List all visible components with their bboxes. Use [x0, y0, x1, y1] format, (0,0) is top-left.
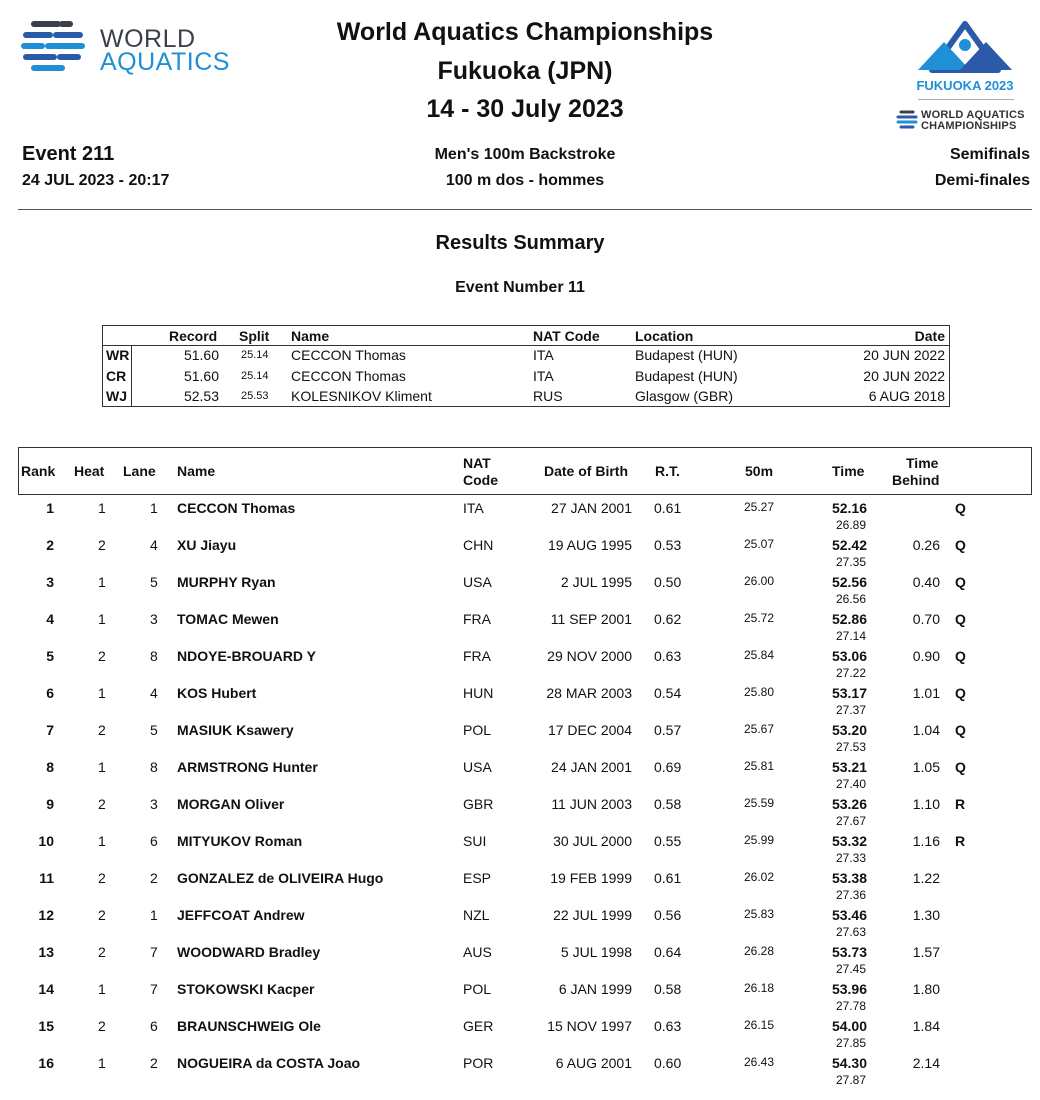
- result-heat: 1: [98, 574, 106, 590]
- result-date-of-birth: 2 JUL 1995: [560, 574, 632, 590]
- record-split: 25.53: [241, 390, 269, 402]
- records-header-nat: NAT Code: [533, 328, 600, 344]
- result-time-behind: 0.40: [912, 574, 940, 590]
- record-type: WJ: [106, 388, 127, 404]
- header-divider: [18, 209, 1032, 210]
- result-time-behind: 1.16: [912, 833, 940, 849]
- col-behind-line1: Time: [906, 455, 939, 471]
- result-split-50m: 26.18: [743, 981, 774, 995]
- result-row: [18, 607, 1032, 644]
- championship-title: World Aquatics Championships: [336, 18, 714, 46]
- result-split-second-50: 26.89: [835, 518, 866, 532]
- result-split-50m: 25.67: [743, 722, 774, 736]
- result-lane: 3: [150, 611, 158, 627]
- result-time: 52.56: [831, 574, 867, 590]
- result-time-behind: 1.30: [912, 907, 940, 923]
- record-name: KOLESNIKOV Kliment: [291, 388, 432, 404]
- fukuoka-mountain-icon: [890, 18, 1040, 76]
- result-name: WOODWARD Bradley: [177, 944, 321, 960]
- result-nat-code: NZL: [463, 907, 490, 923]
- result-nat-code: SUI: [463, 833, 487, 849]
- record-date: 6 AUG 2018: [868, 388, 945, 404]
- result-name: NOGUEIRA da COSTA Joao: [177, 1055, 361, 1071]
- result-nat-code: CHN: [463, 537, 494, 553]
- result-row: [18, 792, 1032, 829]
- result-row: [18, 940, 1032, 977]
- result-qualification-mark: R: [955, 833, 966, 849]
- result-nat-code: ITA: [463, 500, 484, 516]
- record-nat: ITA: [533, 368, 554, 384]
- result-split-50m: 25.07: [743, 537, 774, 551]
- event-number-label: Event Number 11: [455, 279, 585, 296]
- result-row: [18, 570, 1032, 607]
- result-nat-code: USA: [463, 759, 492, 775]
- result-split-50m: 25.72: [743, 611, 774, 625]
- result-nat-code: USA: [463, 574, 492, 590]
- result-time: 53.20: [831, 722, 867, 738]
- result-split-50m: 25.27: [743, 500, 774, 514]
- col-name: Name: [177, 463, 216, 479]
- col-rank: Rank: [21, 463, 56, 479]
- result-heat: 1: [98, 981, 106, 997]
- result-nat-code: FRA: [463, 611, 491, 627]
- result-time: 52.86: [831, 611, 867, 627]
- result-name: JEFFCOAT Andrew: [177, 907, 305, 923]
- result-nat-code: FRA: [463, 648, 491, 664]
- result-split-second-50: 27.78: [835, 999, 866, 1013]
- result-heat: 1: [98, 833, 106, 849]
- event-name-english: Men's 100m Backstroke: [434, 146, 616, 163]
- event-name-french: 100 m dos - hommes: [445, 172, 605, 189]
- record-split: 25.14: [241, 349, 269, 361]
- record-row: [103, 367, 949, 387]
- result-split-second-50: 27.14: [835, 629, 866, 643]
- logo-sub-line-2: CHAMPIONSHIPS: [921, 120, 1017, 132]
- result-split-second-50: 26.56: [835, 592, 866, 606]
- col-nat-line2: Code: [463, 472, 498, 488]
- result-nat-code: ESP: [463, 870, 492, 886]
- result-date-of-birth: 6 AUG 2001: [555, 1055, 632, 1071]
- result-rank: 9: [46, 796, 54, 812]
- result-time-behind: 0.26: [912, 537, 940, 553]
- logo-sub-line-1: WORLD AQUATICS: [921, 109, 1025, 121]
- result-split-second-50: 27.85: [835, 1036, 866, 1050]
- event-datetime: 24 JUL 2023 - 20:17: [22, 172, 170, 189]
- result-name: CECCON Thomas: [177, 500, 296, 516]
- result-reaction-time: 0.69: [654, 759, 682, 775]
- result-lane: 6: [150, 833, 158, 849]
- result-time: 52.16: [831, 500, 867, 516]
- result-date-of-birth: 5 JUL 1998: [560, 944, 632, 960]
- records-table: [102, 325, 950, 407]
- result-name: MORGAN Oliver: [177, 796, 285, 812]
- record-location: Budapest (HUN): [635, 368, 738, 384]
- record-location: Budapest (HUN): [635, 347, 738, 363]
- result-rank: 13: [38, 944, 54, 960]
- result-date-of-birth: 11 JUN 2003: [551, 796, 632, 812]
- result-split-second-50: 27.45: [835, 962, 866, 976]
- record-row: [103, 387, 949, 407]
- result-time: 53.21: [831, 759, 867, 775]
- result-split-50m: 25.99: [743, 833, 774, 847]
- result-time-behind: 1.57: [912, 944, 940, 960]
- result-rank: 6: [46, 685, 54, 701]
- result-lane: 5: [150, 574, 158, 590]
- result-rank: 12: [38, 907, 54, 923]
- result-lane: 5: [150, 722, 158, 738]
- result-name: GONZALEZ de OLIVEIRA Hugo: [177, 870, 384, 886]
- result-row: [18, 718, 1032, 755]
- result-lane: 2: [150, 870, 158, 886]
- result-lane: 1: [150, 907, 158, 923]
- result-row: [18, 755, 1032, 792]
- result-row: [18, 533, 1032, 570]
- result-reaction-time: 0.60: [654, 1055, 682, 1071]
- results-table-header: [18, 447, 1032, 495]
- result-nat-code: POL: [463, 722, 492, 738]
- result-split-50m: 26.15: [743, 1018, 774, 1032]
- result-split-second-50: 27.40: [835, 777, 866, 791]
- result-row: [18, 903, 1032, 940]
- result-time-behind: 1.10: [912, 796, 940, 812]
- result-time-behind: 1.80: [912, 981, 940, 997]
- result-row: [18, 866, 1032, 903]
- result-date-of-birth: 27 JAN 2001: [551, 500, 632, 516]
- result-time: 54.30: [831, 1055, 867, 1071]
- result-nat-code: HUN: [463, 685, 494, 701]
- result-name: NDOYE-BROUARD Y: [177, 648, 316, 664]
- result-split-second-50: 27.33: [835, 851, 866, 865]
- result-qualification-mark: Q: [955, 500, 966, 516]
- result-split-second-50: 27.67: [835, 814, 866, 828]
- result-date-of-birth: 30 JUL 2000: [553, 833, 632, 849]
- result-qualification-mark: Q: [955, 648, 966, 664]
- result-nat-code: GBR: [463, 796, 494, 812]
- result-split-50m: 26.02: [743, 870, 774, 884]
- result-name: STOKOWSKI Kacper: [177, 981, 315, 997]
- result-reaction-time: 0.55: [654, 833, 682, 849]
- result-split-50m: 25.80: [743, 685, 774, 699]
- records-header-location: Location: [635, 328, 694, 344]
- result-name: MURPHY Ryan: [177, 574, 276, 590]
- result-split-50m: 26.28: [743, 944, 774, 958]
- result-reaction-time: 0.56: [654, 907, 682, 923]
- result-split-second-50: 27.37: [835, 703, 866, 717]
- record-type: CR: [106, 368, 127, 384]
- result-qualification-mark: Q: [955, 574, 966, 590]
- result-name: BRAUNSCHWEIG Ole: [177, 1018, 321, 1034]
- result-name: MITYUKOV Roman: [177, 833, 303, 849]
- result-split-second-50: 27.22: [835, 666, 866, 680]
- result-heat: 2: [98, 796, 106, 812]
- result-reaction-time: 0.62: [654, 611, 682, 627]
- result-time: 52.42: [831, 537, 867, 553]
- result-heat: 2: [98, 648, 106, 664]
- result-reaction-time: 0.58: [654, 796, 682, 812]
- result-time-behind: 0.90: [912, 648, 940, 664]
- result-date-of-birth: 15 NOV 1997: [547, 1018, 632, 1034]
- result-date-of-birth: 6 JAN 1999: [558, 981, 632, 997]
- result-heat: 2: [98, 944, 106, 960]
- result-time: 54.00: [831, 1018, 867, 1034]
- record-location: Glasgow (GBR): [635, 388, 734, 404]
- result-qualification-mark: Q: [955, 722, 966, 738]
- result-rank: 7: [46, 722, 54, 738]
- result-reaction-time: 0.54: [654, 685, 682, 701]
- result-time: 53.38: [831, 870, 867, 886]
- col-rt: R.T.: [655, 463, 680, 479]
- col-lane: Lane: [123, 463, 156, 479]
- result-time-behind: 1.04: [912, 722, 940, 738]
- record-type: WR: [106, 347, 130, 363]
- result-heat: 1: [98, 685, 106, 701]
- result-time-behind: 1.22: [912, 870, 940, 886]
- result-heat: 1: [98, 611, 106, 627]
- result-lane: 6: [150, 1018, 158, 1034]
- result-rank: 8: [46, 759, 54, 775]
- result-lane: 8: [150, 648, 158, 664]
- event-id: Event 211: [22, 143, 115, 165]
- result-name: KOS Hubert: [177, 685, 257, 701]
- result-split-50m: 25.59: [743, 796, 774, 810]
- record-row: [103, 346, 949, 366]
- result-split-50m: 25.83: [743, 907, 774, 921]
- record-name: CECCON Thomas: [291, 347, 406, 363]
- result-split-second-50: 27.63: [835, 925, 866, 939]
- result-time: 53.17: [831, 685, 867, 701]
- result-row: [18, 644, 1032, 681]
- result-split-50m: 26.43: [743, 1055, 774, 1069]
- result-date-of-birth: 17 DEC 2004: [547, 722, 632, 738]
- championship-dates: 14 - 30 July 2023: [426, 95, 624, 123]
- record-time: 51.60: [183, 347, 219, 363]
- result-lane: 4: [150, 537, 158, 553]
- col-dob: Date of Birth: [544, 463, 628, 479]
- result-lane: 2: [150, 1055, 158, 1071]
- result-row: [18, 496, 1032, 533]
- record-split: 25.14: [241, 370, 269, 382]
- record-date: 20 JUN 2022: [863, 347, 945, 363]
- result-heat: 2: [98, 722, 106, 738]
- result-heat: 2: [98, 870, 106, 886]
- result-time-behind: 2.14: [912, 1055, 940, 1071]
- result-reaction-time: 0.61: [654, 500, 682, 516]
- result-date-of-birth: 28 MAR 2003: [546, 685, 632, 701]
- result-qualification-mark: Q: [955, 685, 966, 701]
- fukuoka-logo-name: FUKUOKA 2023: [916, 78, 1014, 93]
- col-time: Time: [832, 463, 865, 479]
- result-name: XU Jiayu: [177, 537, 237, 553]
- logo-word-aquatics: AQUATICS: [100, 48, 230, 76]
- result-rank: 15: [38, 1018, 54, 1034]
- result-reaction-time: 0.58: [654, 981, 682, 997]
- result-time: 53.06: [831, 648, 867, 664]
- result-date-of-birth: 11 SEP 2001: [550, 611, 632, 627]
- records-header-name: Name: [291, 328, 330, 344]
- result-nat-code: GER: [463, 1018, 494, 1034]
- result-date-of-birth: 29 NOV 2000: [547, 648, 632, 664]
- result-rank: 14: [38, 981, 54, 997]
- record-nat: ITA: [533, 347, 554, 363]
- result-heat: 1: [98, 500, 106, 516]
- result-nat-code: AUS: [463, 944, 492, 960]
- result-qualification-mark: Q: [955, 611, 966, 627]
- record-time: 52.53: [183, 388, 219, 404]
- result-rank: 16: [38, 1055, 54, 1071]
- result-lane: 4: [150, 685, 158, 701]
- result-time-behind: 1.84: [912, 1018, 940, 1034]
- result-nat-code: POL: [463, 981, 492, 997]
- result-row: [18, 977, 1032, 1014]
- result-heat: 2: [98, 1018, 106, 1034]
- result-split-50m: 25.84: [743, 648, 774, 662]
- result-split-second-50: 27.35: [835, 555, 866, 569]
- result-name: MASIUK Ksawery: [177, 722, 294, 738]
- result-time: 53.96: [831, 981, 867, 997]
- result-qualification-mark: R: [955, 796, 966, 812]
- result-date-of-birth: 19 FEB 1999: [550, 870, 632, 886]
- result-rank: 11: [39, 870, 54, 886]
- result-rank: 4: [46, 611, 54, 627]
- result-lane: 7: [150, 981, 158, 997]
- result-heat: 2: [98, 537, 106, 553]
- world-aquatics-mini-icon: [896, 110, 918, 130]
- result-heat: 1: [98, 759, 106, 775]
- result-split-second-50: 27.36: [835, 888, 866, 902]
- world-aquatics-wave-icon: [20, 18, 88, 78]
- fukuoka-2023-logo: [890, 18, 1040, 133]
- result-date-of-birth: 22 JUL 1999: [553, 907, 632, 923]
- result-time: 53.73: [831, 944, 867, 960]
- result-row: [18, 829, 1032, 866]
- col-50m: 50m: [745, 463, 774, 479]
- col-heat: Heat: [74, 463, 105, 479]
- record-date: 20 JUN 2022: [863, 368, 945, 384]
- result-row: [18, 1051, 1032, 1088]
- result-split-50m: 25.81: [743, 759, 774, 773]
- result-split-50m: 26.00: [743, 574, 774, 588]
- result-nat-code: POR: [463, 1055, 494, 1071]
- result-time: 53.46: [831, 907, 867, 923]
- result-rank: 5: [46, 648, 54, 664]
- result-lane: 8: [150, 759, 158, 775]
- records-header-split: Split: [239, 328, 270, 344]
- record-name: CECCON Thomas: [291, 368, 406, 384]
- records-header-record: Record: [169, 328, 218, 344]
- result-reaction-time: 0.61: [654, 870, 682, 886]
- result-qualification-mark: Q: [955, 759, 966, 775]
- result-reaction-time: 0.63: [654, 648, 682, 664]
- result-reaction-time: 0.63: [654, 1018, 682, 1034]
- result-rank: 10: [38, 833, 54, 849]
- logo-divider: [918, 99, 1014, 100]
- result-rank: 1: [46, 500, 54, 516]
- result-reaction-time: 0.64: [654, 944, 682, 960]
- phase-french: Demi-finales: [934, 172, 1030, 189]
- logo-word-world: WORLD: [100, 25, 196, 53]
- result-reaction-time: 0.53: [654, 537, 682, 553]
- result-rank: 3: [46, 574, 54, 590]
- world-aquatics-logo: [20, 18, 260, 80]
- result-time-behind: 0.70: [912, 611, 940, 627]
- result-lane: 7: [150, 944, 158, 960]
- result-heat: 2: [98, 907, 106, 923]
- result-lane: 3: [150, 796, 158, 812]
- result-date-of-birth: 19 AUG 1995: [547, 537, 632, 553]
- result-reaction-time: 0.57: [654, 722, 682, 738]
- championship-venue: Fukuoka (JPN): [437, 57, 613, 85]
- col-behind-line2: Behind: [892, 472, 940, 488]
- result-time-behind: 1.05: [912, 759, 940, 775]
- result-split-second-50: 27.53: [835, 740, 866, 754]
- phase-english: Semifinals: [949, 146, 1030, 163]
- result-row: [18, 681, 1032, 718]
- result-reaction-time: 0.50: [654, 574, 682, 590]
- result-date-of-birth: 24 JAN 2001: [551, 759, 632, 775]
- result-split-second-50: 27.87: [835, 1073, 866, 1087]
- result-time: 53.26: [831, 796, 867, 812]
- records-header-date: Date: [914, 328, 945, 344]
- result-time-behind: 1.01: [912, 685, 940, 701]
- record-time: 51.60: [183, 368, 219, 384]
- result-lane: 1: [150, 500, 158, 516]
- result-heat: 1: [98, 1055, 106, 1071]
- result-qualification-mark: Q: [955, 537, 966, 553]
- result-row: [18, 1014, 1032, 1051]
- result-rank: 2: [46, 537, 54, 553]
- results-summary-title: Results Summary: [435, 232, 605, 254]
- result-time: 53.32: [831, 833, 867, 849]
- result-name: TOMAC Mewen: [177, 611, 279, 627]
- col-nat-line1: NAT: [463, 455, 491, 471]
- result-name: ARMSTRONG Hunter: [177, 759, 318, 775]
- record-nat: RUS: [533, 388, 563, 404]
